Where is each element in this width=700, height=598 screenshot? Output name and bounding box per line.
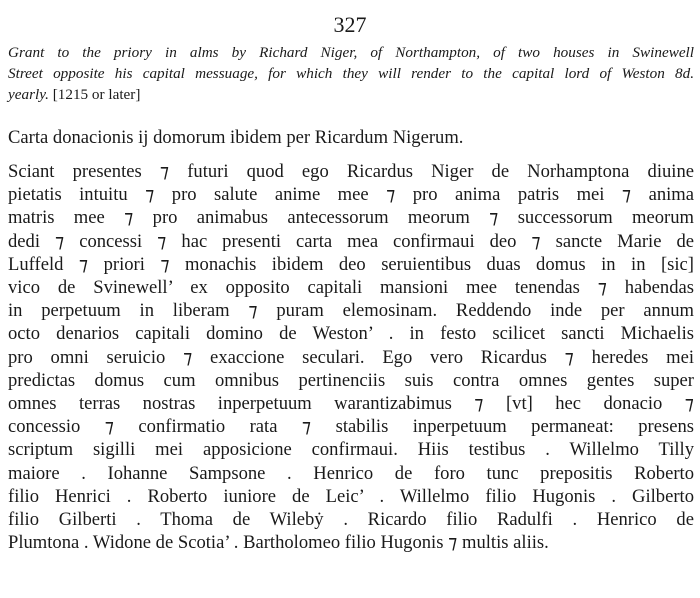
charter-heading: Carta donacionis ij domorum ibidem per Ricardum Nigerum. [8, 127, 464, 148]
text-line-11: omnes terras nostras inperpetuum warantizabimus ⁊ [vt] hec donacio ⁊ [8, 393, 694, 415]
text-line-16: filio Gilberti . Thoma de Wilebẏ . Ricardo filio Radulfi . Henrico de [8, 509, 694, 531]
text-line-15: filio Henrici . Roberto iuniore de Leic’ . Willelmo filio Hugonis . Gilberto [8, 485, 694, 507]
text-line-7: in perpetuum in liberam ⁊ puram elemosinam. Reddendo inde per annum [8, 300, 694, 322]
charter-date: [1215 or later] [52, 86, 141, 103]
text-line-14: maiore . Iohanne Sampsone . Henrico de foro tunc prepositis Roberto [8, 462, 694, 484]
text-line-10: predictas domus cum omnibus pertinenciis suis contra omnes gentes super [8, 369, 694, 391]
charter-text [8, 160, 694, 554]
text-line-3: matris mee ⁊ pro animabus antecessorum meorum ⁊ successorum meorum [8, 207, 694, 229]
text-line-13: scriptum sigilli mei apposicione confirmaui. Hiis testibus . Willelmo Tilly [8, 439, 694, 461]
text-line-5: Luffeld ⁊ priori ⁊ monachis ibidem deo seruientibus duas domus in in [sic] [8, 253, 694, 275]
charter-summary [8, 42, 694, 105]
text-line-2: pietatis intuitu ⁊ pro salute anime mee ⁊ pro anima patris mei ⁊ anima [8, 184, 694, 206]
text-line-12: concessio ⁊ confirmatio rata ⁊ stabilis inperpetuum permaneat: presens [8, 416, 694, 438]
summary-line-3 [8, 84, 694, 105]
text-line-9: pro omni seruicio ⁊ exaccione seculari. Ego vero Ricardus ⁊ heredes mei [8, 346, 694, 368]
text-line-8: octo denarios capitali domino de Weston’ . in festo scilicet sancti Michaelis [8, 323, 694, 345]
text-line-6: vico de Svinewell’ ex opposito capitali mansioni mee tenendas ⁊ habendas [8, 277, 694, 299]
summary-line-2: Street opposite his capital messuage, for which they will render to the capital lord of Weston 8d. [8, 65, 694, 82]
summary-line-1: Grant to the priory in alms by Richard Niger, of Northampton, of two houses in Swinewell [8, 44, 694, 61]
text-line-17: Plumtona . Widone de Scotia’ . Bartholomeo filio Hugonis ⁊ multis aliis. [8, 532, 549, 554]
summary-italic-end: yearly. [8, 86, 49, 103]
text-line-1: Sciant presentes ⁊ futuri quod ego Ricardus Niger de Norhamptona diuine [8, 161, 694, 182]
page-number: 327 [333, 12, 367, 37]
text-line-4: dedi ⁊ concessi ⁊ hac presenti carta mea confirmaui deo ⁊ sancte Marie de [8, 230, 694, 252]
